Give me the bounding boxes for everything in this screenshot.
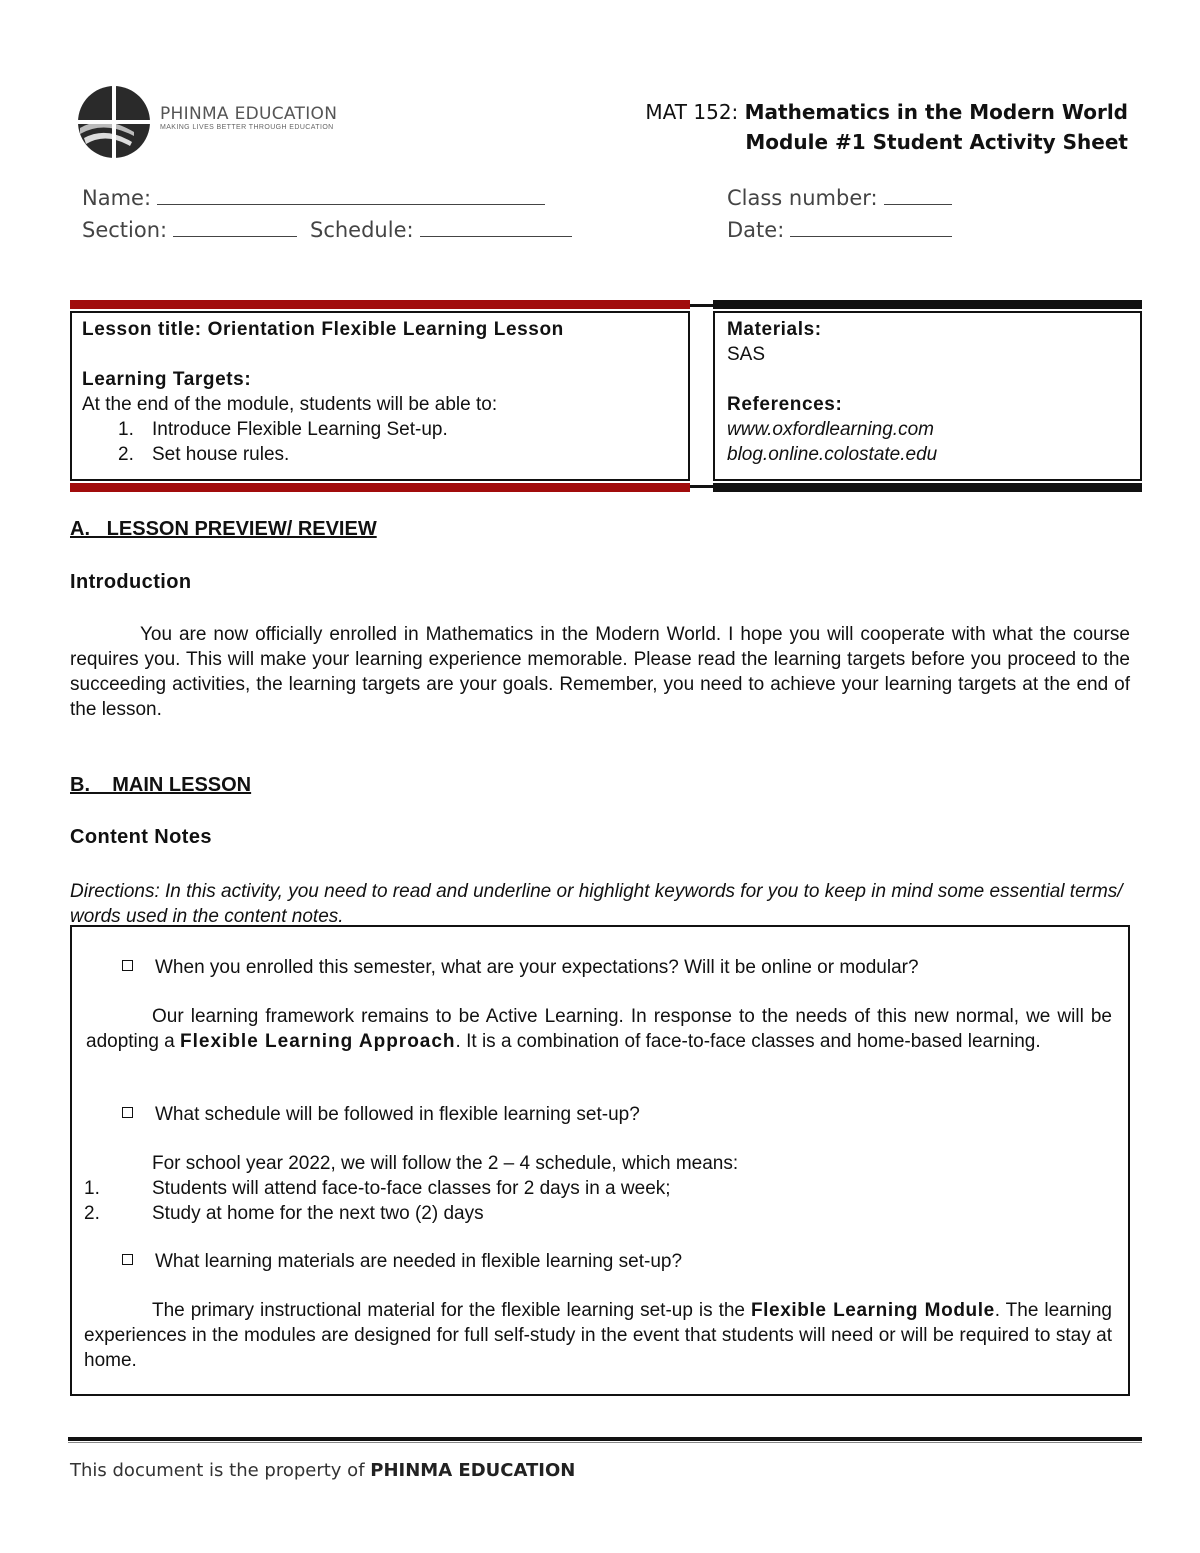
section-b-heading: B. MAIN LESSON [70, 774, 252, 796]
reference-link[interactable]: www.oxfordlearning.com [727, 419, 934, 440]
box-connector [690, 304, 713, 307]
content-notes-heading: Content Notes [70, 826, 212, 848]
section-blank[interactable] [173, 218, 297, 237]
date-field[interactable] [727, 218, 952, 242]
section-a-heading: A. LESSON PREVIEW/ REVIEW [70, 518, 377, 540]
footer-divider-shadow [68, 1442, 1142, 1443]
paragraph-2-intro: For school year 2022, we will follow the 2 – 4 schedule, which means: [152, 1153, 739, 1174]
learning-target-item: 2. Set house rules. [118, 444, 290, 465]
module-title: Module #1 Student Activity Sheet [745, 130, 1128, 154]
section-label: Section: [82, 218, 168, 242]
checkbox-icon [122, 960, 133, 971]
course-code: MAT 152: [645, 100, 739, 124]
directions-text: Directions: In this activity, you need to read and underline or highlight keywords for you to keep in mind some essential terms/ words used in the content notes. [70, 881, 1123, 927]
name-field[interactable] [82, 186, 545, 210]
course-title: Mathematics in the Modern World [744, 100, 1128, 124]
checkbox-icon [122, 1254, 133, 1265]
materials-heading: Materials: [727, 319, 822, 340]
keyword-flexible-learning-module: Flexible Learning Module [750, 1300, 995, 1321]
schedule-field[interactable] [310, 218, 572, 242]
question-2: What schedule will be followed in flexible learning set-up? [122, 1102, 640, 1127]
date-blank[interactable] [790, 218, 952, 237]
footer-text: This document is the property of PHINMA EDUCATION [70, 1460, 576, 1481]
question-3: What learning materials are needed in flexible learning set-up? [122, 1249, 682, 1274]
learning-targets-intro: At the end of the module, students will be able to: [82, 394, 498, 415]
introduction-heading: Introduction [70, 571, 192, 593]
phinma-logo-icon [74, 84, 156, 162]
schedule-item: 1. Students will attend face-to-face classes for 2 days in a week; [84, 1178, 671, 1199]
question-1: When you enrolled this semester, what are your expectations? Will it be online or modular? [122, 955, 919, 980]
class-number-blank[interactable] [884, 186, 952, 205]
class-number-label: Class number: [727, 186, 878, 210]
learning-targets-heading: Learning Targets: [82, 369, 252, 390]
materials-box [713, 300, 1142, 492]
checkbox-icon [122, 1107, 133, 1118]
paragraph-3: The primary instructional material for the flexible learning set-up is the Flexible Learning Module. The learning experiences in the modules are designed for full self-study in the event that students will need or will be required to stay at home. [84, 1300, 1112, 1371]
references-heading: References: [727, 394, 843, 415]
content-notes-box [70, 925, 1130, 1396]
footer-brand: PHINMA EDUCATION [370, 1460, 576, 1481]
materials-value: SAS [727, 344, 766, 365]
section-field[interactable] [82, 218, 297, 242]
keyword-flexible-learning-approach: Flexible Learning Approach [180, 1031, 456, 1052]
schedule-item: 2. Study at home for the next two (2) days [84, 1203, 484, 1224]
box-connector [690, 485, 713, 488]
reference-link[interactable]: blog.online.colostate.edu [727, 444, 938, 465]
schedule-blank[interactable] [420, 218, 572, 237]
logo-tagline: MAKING LIVES BETTER THROUGH EDUCATION [160, 124, 334, 131]
footer-divider [68, 1437, 1142, 1441]
name-label: Name: [82, 186, 152, 210]
lesson-box [70, 300, 690, 492]
name-blank[interactable] [157, 186, 545, 205]
course-title-line [645, 100, 1128, 124]
date-label: Date: [727, 218, 785, 242]
learning-target-item: 1. Introduce Flexible Learning Set-up. [118, 419, 448, 440]
schedule-label: Schedule: [310, 218, 414, 242]
logo-text: PHINMA EDUCATION [160, 104, 338, 124]
introduction-paragraph: You are now officially enrolled in Mathematics in the Modern World. I hope you will cooperate with what the course requires you. This will make your learning experience memorable. Please read the learning targets before you proceed to the succeeding activities, the learning targets are your goals. Remember, you need to achieve your learning targets at the end of the lesson. [70, 624, 1130, 720]
class-number-field[interactable] [727, 186, 952, 210]
lesson-title: Lesson title: Orientation Flexible Learning Lesson [82, 319, 564, 340]
paragraph-1: Our learning framework remains to be Active Learning. In response to the needs of this new normal, we will be adopting a Flexible Learning Approach. It is a combination of face-to-face classes and home-based learning. [86, 1006, 1112, 1052]
